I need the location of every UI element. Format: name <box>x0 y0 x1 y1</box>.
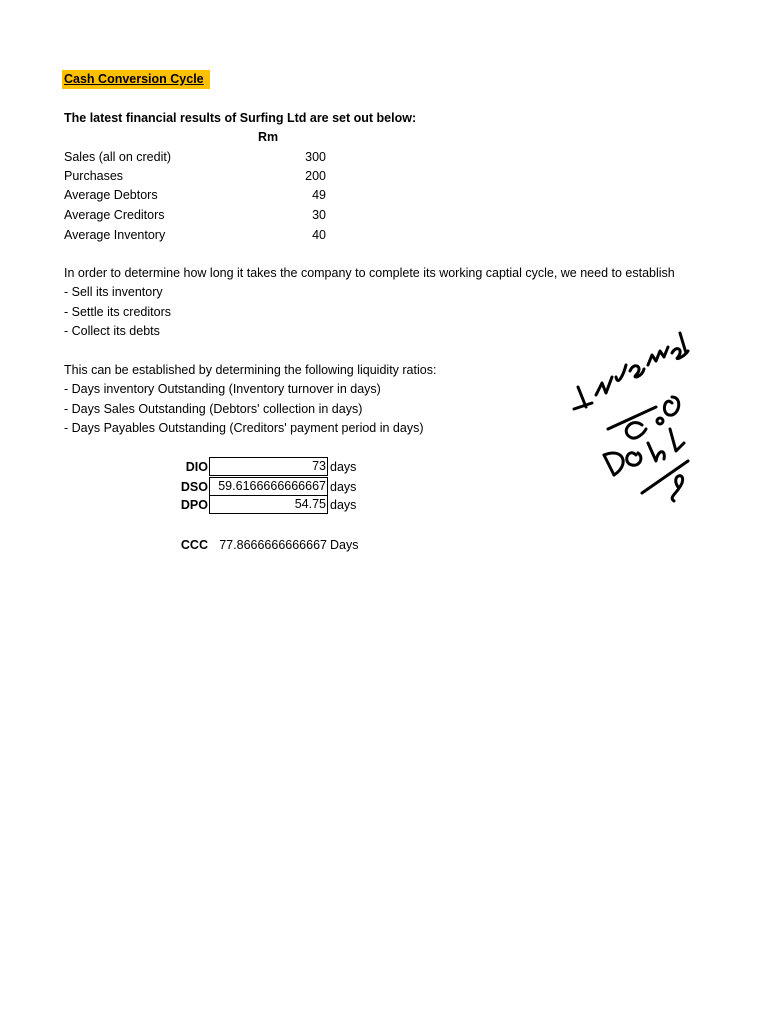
unit-header: Rm <box>258 130 279 144</box>
financial-value-debtors: 49 <box>312 188 326 202</box>
ratio-value-dpo[interactable]: 54.75 <box>209 495 328 514</box>
financial-value-creditors: 30 <box>312 208 326 222</box>
financial-label-purchases: Purchases <box>64 169 124 183</box>
financial-label-sales: Sales (all on credit) <box>64 150 171 164</box>
financial-label-inventory: Average Inventory <box>64 228 166 242</box>
ratio-label-dso: DSO <box>180 480 208 494</box>
handwritten-annotation <box>560 325 690 505</box>
ratio-value-dio[interactable]: 73 <box>209 457 328 476</box>
ratio-value-dso[interactable]: 59.6166666666667 <box>209 477 328 496</box>
financial-value-sales: 300 <box>305 150 326 164</box>
financial-label-creditors: Average Creditors <box>64 208 165 222</box>
ccc-label: CCC <box>180 538 208 552</box>
ratio-unit-dso: days <box>330 480 357 494</box>
ccc-value: 77.8666666666667 <box>219 538 327 552</box>
ratio-unit-dpo: days <box>330 498 357 512</box>
ratio-unit-dio: days <box>330 460 357 474</box>
financial-value-inventory: 40 <box>312 228 326 242</box>
ccc-unit: Days <box>330 538 359 552</box>
financial-value-purchases: 200 <box>305 169 326 183</box>
intro-heading: The latest financial results of Surfing Ltd are set out below: <box>64 111 417 125</box>
liquidity-paragraph: This can be established by determining the following liquidity ratios: <box>64 363 437 377</box>
sheet-title: Cash Conversion Cycle <box>62 70 210 89</box>
ratio-desc-dso: - Days Sales Outstanding (Debtors' collection in days) <box>64 402 363 416</box>
step-sell-inventory: - Sell its inventory <box>64 285 163 299</box>
ratio-desc-dpo: - Days Payables Outstanding (Creditors' payment period in days) <box>64 421 424 435</box>
step-settle-creditors: - Settle its creditors <box>64 305 171 319</box>
ratio-label-dpo: DPO <box>180 498 208 512</box>
ratio-label-dio: DIO <box>185 460 208 474</box>
ratio-desc-dio: - Days inventory Outstanding (Inventory turnover in days) <box>64 382 381 396</box>
step-collect-debts: - Collect its debts <box>64 324 160 338</box>
financial-label-debtors: Average Debtors <box>64 188 158 202</box>
working-capital-paragraph: In order to determine how long it takes the company to complete its working captial cycle, we need to establish <box>64 266 675 280</box>
